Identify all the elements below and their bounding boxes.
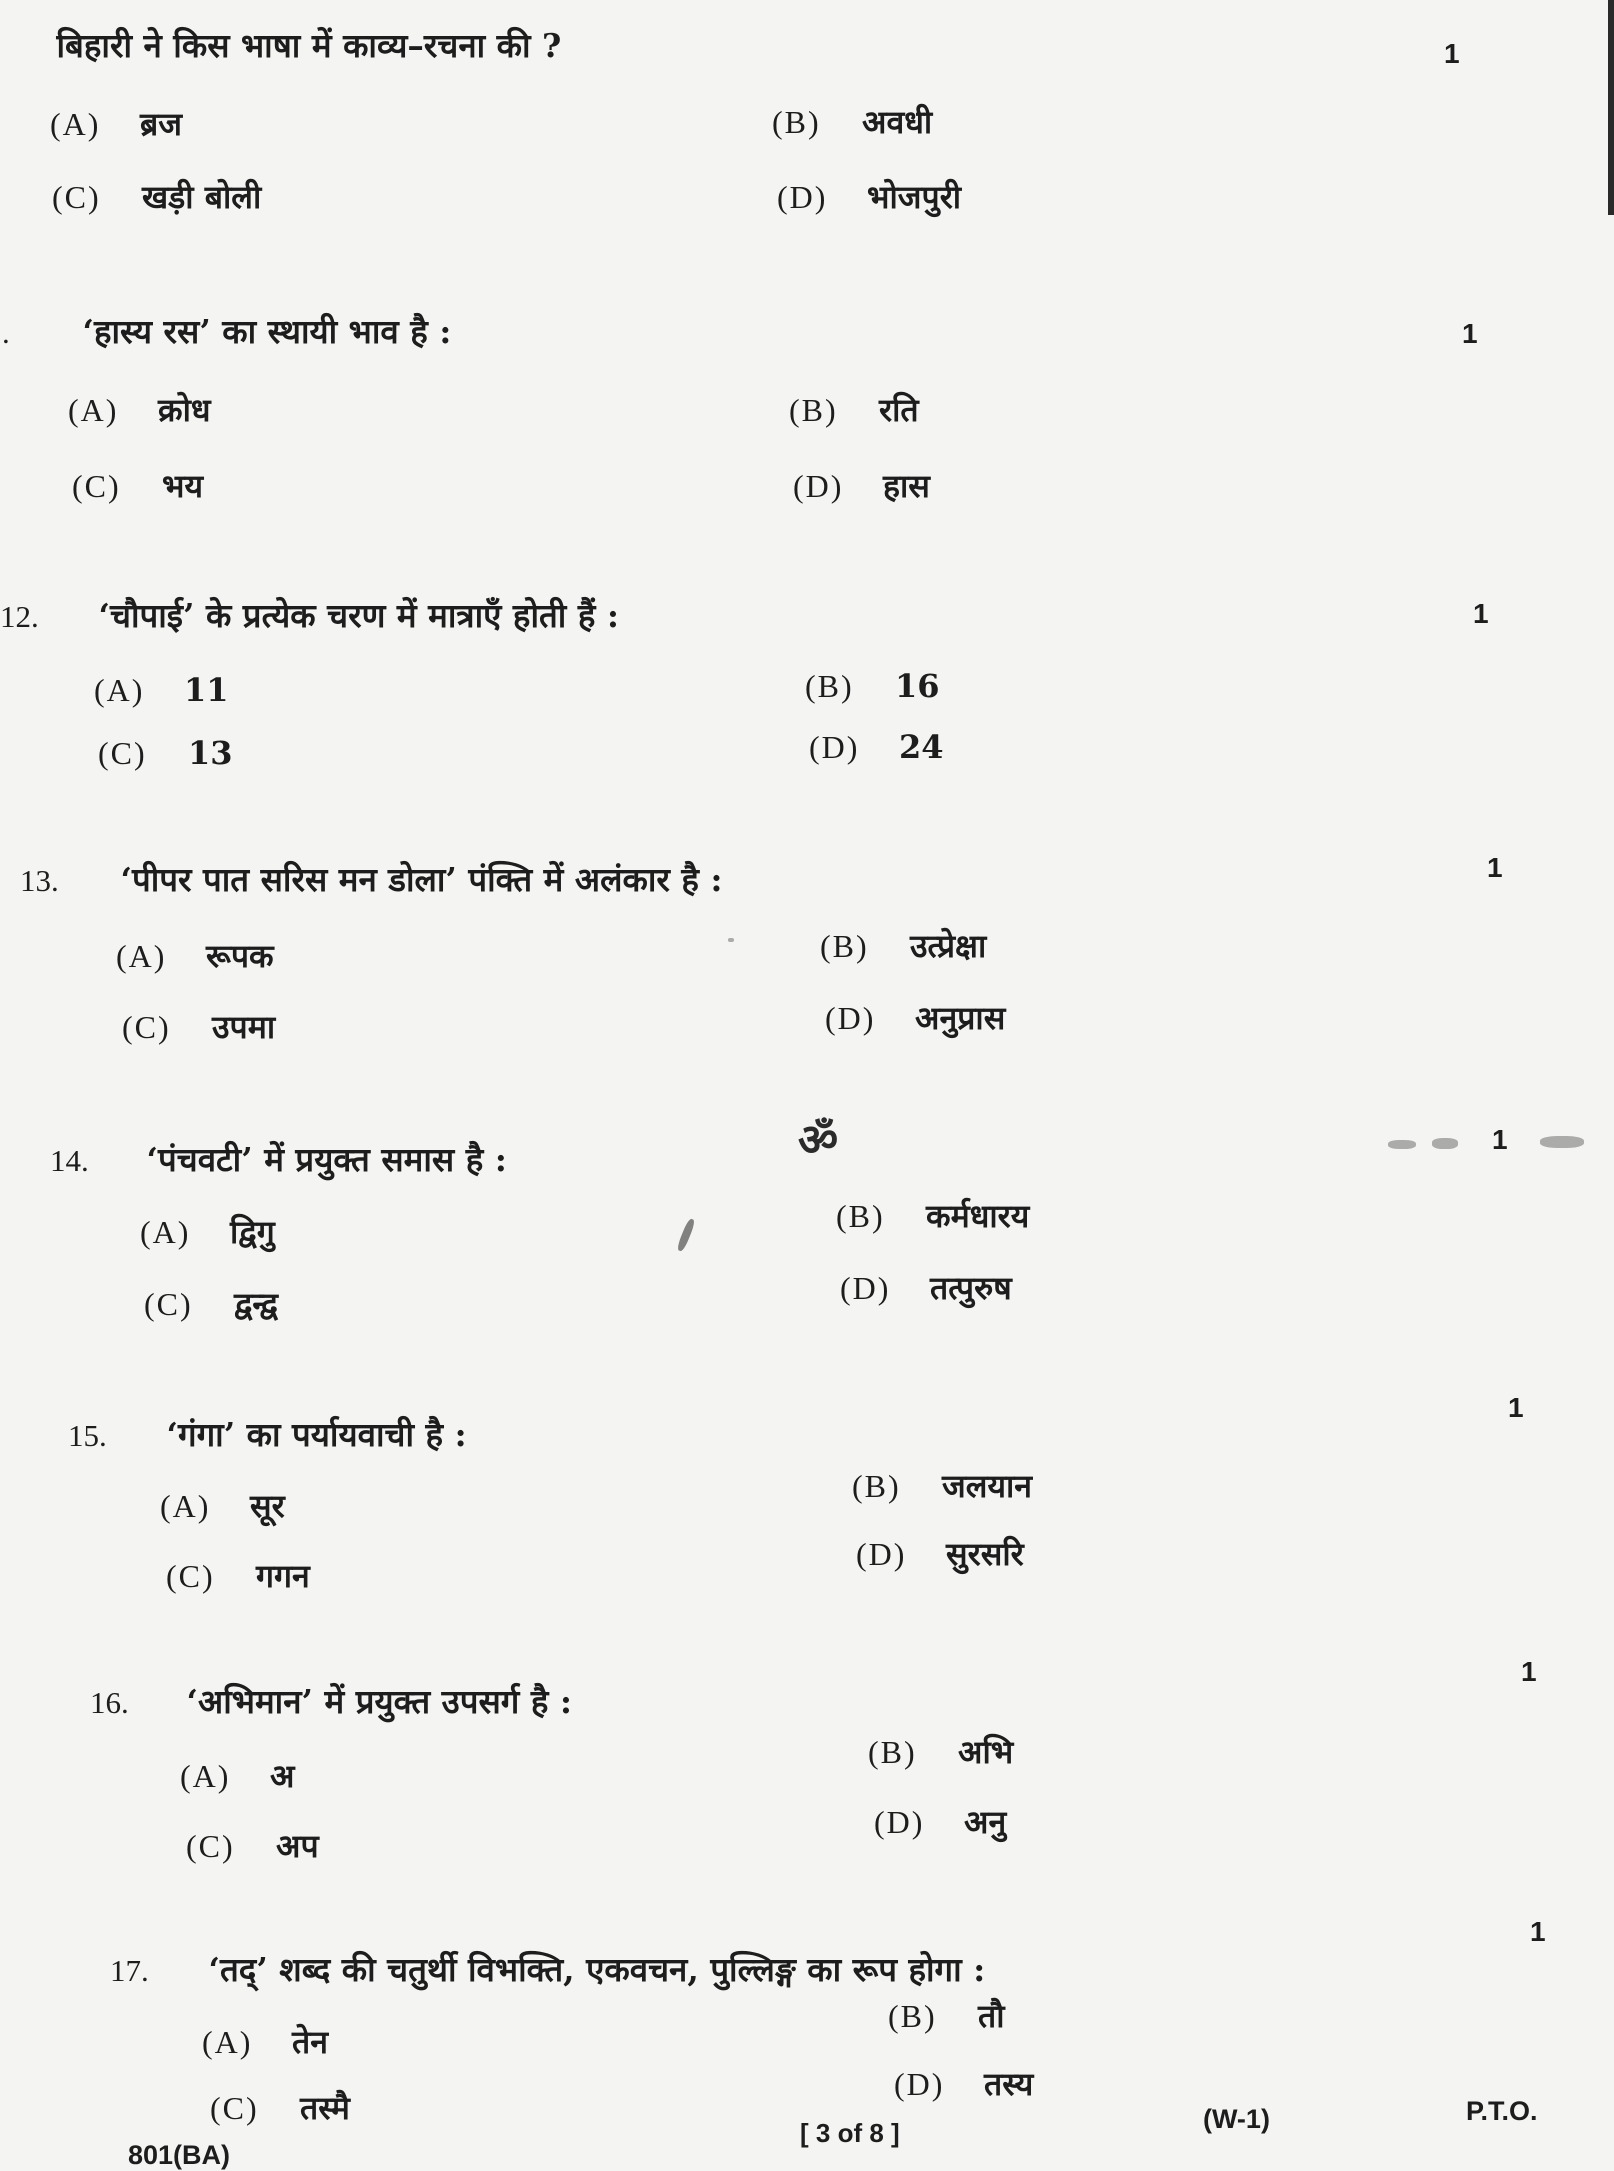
option-text: उपमा [212, 1008, 276, 1046]
question-stem [50, 1140, 507, 1181]
question-stem [110, 1950, 985, 1991]
option-text: भोजपुरी [867, 178, 962, 216]
option-text: तत्पुरुष [930, 1269, 1012, 1307]
option-b [836, 1196, 1029, 1236]
option-label: (D) [856, 1536, 907, 1572]
option-text: खड़ी बोली [142, 178, 262, 216]
option-c [52, 177, 261, 217]
option-text: सूर [250, 1487, 285, 1525]
option-text: अनु [964, 1803, 1007, 1841]
option-label: (B) [888, 1998, 937, 2034]
option-c [210, 2088, 350, 2128]
option-d [840, 1268, 1012, 1308]
option-text: अनुप्रास [915, 999, 1006, 1037]
ink-speck [1388, 1140, 1416, 1149]
option-label: (C) [186, 1828, 235, 1864]
option-text: उत्प्रेक्षा [910, 927, 987, 965]
option-label: (A) [180, 1758, 231, 1794]
option-c [186, 1826, 319, 1866]
option-label: (B) [789, 392, 838, 428]
question-text: ‘हास्य रस’ का स्थायी भाव है : [82, 312, 452, 351]
option-label: (A) [94, 672, 145, 708]
option-label: (B) [836, 1198, 885, 1234]
option-text: हास [883, 467, 930, 505]
option-b [820, 926, 986, 966]
option-b [772, 102, 932, 142]
option-text: भय [162, 467, 204, 505]
option-label: (B) [868, 1734, 917, 1770]
option-text: रूपक [206, 937, 274, 975]
option-label: (C) [166, 1558, 215, 1594]
question-number: 14. [50, 1143, 89, 1178]
option-d [894, 2064, 1033, 2104]
option-text: 13 [188, 734, 233, 772]
option-text: तौ [978, 1997, 1005, 2035]
option-label: (D) [874, 1804, 925, 1840]
set-code: (W-1) [1203, 2104, 1270, 2134]
option-label: (D) [825, 1000, 876, 1036]
option-a [68, 390, 211, 430]
option-text: ब्रज [140, 105, 183, 143]
question-text: ‘पीपर पात सरिस मन डोला’ पंक्ति में अलंकार है : [120, 860, 723, 899]
option-d [793, 466, 930, 506]
option-text: अभि [958, 1733, 1014, 1771]
option-label: (A) [140, 1214, 191, 1250]
option-label: (D) [840, 1270, 891, 1306]
question-text: ‘चौपाई’ के प्रत्येक चरण में मात्राएँ होती हैं : [98, 596, 620, 635]
option-c [72, 466, 203, 506]
pto-label: P.T.O. [1466, 2096, 1538, 2126]
option-label: (B) [820, 928, 869, 964]
option-text: क्रोध [158, 391, 211, 429]
option-c [144, 1284, 278, 1324]
question-marks: 1 [1521, 1656, 1537, 1687]
question-text: ‘तद्’ शब्द की चतुर्थी विभक्ति, एकवचन, पुल्लिङ्ग का रूप होगा : [208, 1950, 986, 1989]
option-label: (D) [809, 729, 860, 765]
option-d [856, 1534, 1024, 1574]
option-text: अप [276, 1827, 319, 1865]
question-number: . [2, 315, 10, 350]
option-label: (D) [894, 2066, 945, 2102]
option-label: (D) [777, 179, 828, 215]
option-label: (B) [852, 1468, 901, 1504]
question-marks: 1 [1462, 318, 1478, 349]
option-text: 24 [899, 728, 944, 766]
option-a [180, 1756, 294, 1796]
option-label: (C) [72, 468, 121, 504]
option-a [116, 936, 274, 976]
option-d [777, 177, 961, 217]
option-a [50, 104, 182, 144]
question-marks: 1 [1473, 598, 1489, 629]
option-b [888, 1996, 1005, 2036]
question-marks: 1 [1492, 1124, 1508, 1155]
question-stem [90, 1682, 572, 1723]
option-label: (D) [793, 468, 844, 504]
option-text: तस्मै [300, 2089, 350, 2127]
ink-speck [676, 1218, 696, 1253]
paper-code: 801(BA) [128, 2140, 231, 2170]
option-label: (A) [68, 392, 119, 428]
option-d [874, 1802, 1006, 1842]
option-label: (C) [210, 2090, 259, 2126]
option-label: (C) [98, 735, 147, 771]
option-b [868, 1732, 1013, 1772]
page-edge-shadow [1608, 0, 1614, 215]
option-text: 11 [184, 671, 229, 709]
option-text: अवधी [862, 103, 933, 141]
option-text: सुरसरि [946, 1535, 1024, 1573]
option-label: (A) [50, 106, 101, 142]
question-stem [46, 26, 561, 66]
question-text: ‘अभिमान’ में प्रयुक्त उपसर्ग है : [186, 1682, 573, 1721]
option-label: (C) [122, 1009, 171, 1045]
option-text: द्विगु [230, 1213, 275, 1251]
ink-speck [1432, 1138, 1458, 1149]
stray-om-mark: ॐ [798, 1115, 839, 1166]
option-label: (A) [160, 1488, 211, 1524]
question-stem [2, 312, 451, 353]
question-marks: 1 [1508, 1392, 1524, 1423]
option-d [825, 998, 1005, 1038]
option-text: जलयान [942, 1467, 1033, 1505]
option-c [98, 733, 233, 773]
option-label: (C) [52, 179, 101, 215]
option-a [140, 1212, 275, 1252]
option-d [809, 727, 944, 767]
question-text: ‘गंगा’ का पर्यायवाची है : [166, 1415, 467, 1454]
question-stem [20, 860, 723, 901]
option-label: (A) [202, 2024, 253, 2060]
option-label: (B) [772, 104, 821, 140]
question-stem [0, 596, 619, 637]
question-number: 17. [110, 1953, 149, 1988]
question-marks: 1 [1487, 852, 1503, 883]
question-text: ‘पंचवटी’ में प्रयुक्त समास है : [146, 1140, 507, 1179]
option-a [160, 1486, 285, 1526]
option-a [202, 2022, 328, 2062]
ink-speck [728, 938, 734, 942]
page-indicator: [ 3 of 8 ] [800, 2118, 900, 2148]
option-c [122, 1007, 275, 1047]
option-label: (B) [805, 668, 854, 704]
option-text: कर्मधारय [926, 1197, 1030, 1235]
question-stem [68, 1415, 467, 1456]
option-b [852, 1466, 1032, 1506]
question-number: 12. [0, 599, 39, 634]
option-label: (A) [116, 938, 167, 974]
ink-speck [1540, 1136, 1584, 1148]
question-text: बिहारी ने किस भाषा में काव्य–रचना की ? [56, 26, 562, 65]
option-label: (C) [144, 1286, 193, 1322]
question-marks: 1 [1444, 38, 1460, 69]
question-number: 16. [90, 1685, 129, 1720]
option-text: 16 [895, 667, 940, 705]
question-marks: 1 [1530, 1916, 1546, 1947]
option-text: द्वन्द्व [234, 1285, 278, 1323]
option-b [789, 390, 919, 430]
option-text: रति [879, 391, 919, 429]
question-number: 13. [20, 863, 59, 898]
option-text: गगन [256, 1557, 310, 1595]
option-text: तेन [292, 2023, 329, 2061]
question-number: 15. [68, 1418, 107, 1453]
option-text: अ [270, 1757, 295, 1795]
option-b [805, 666, 940, 706]
option-c [166, 1556, 310, 1596]
option-text: तस्य [984, 2065, 1034, 2103]
option-a [94, 670, 229, 710]
